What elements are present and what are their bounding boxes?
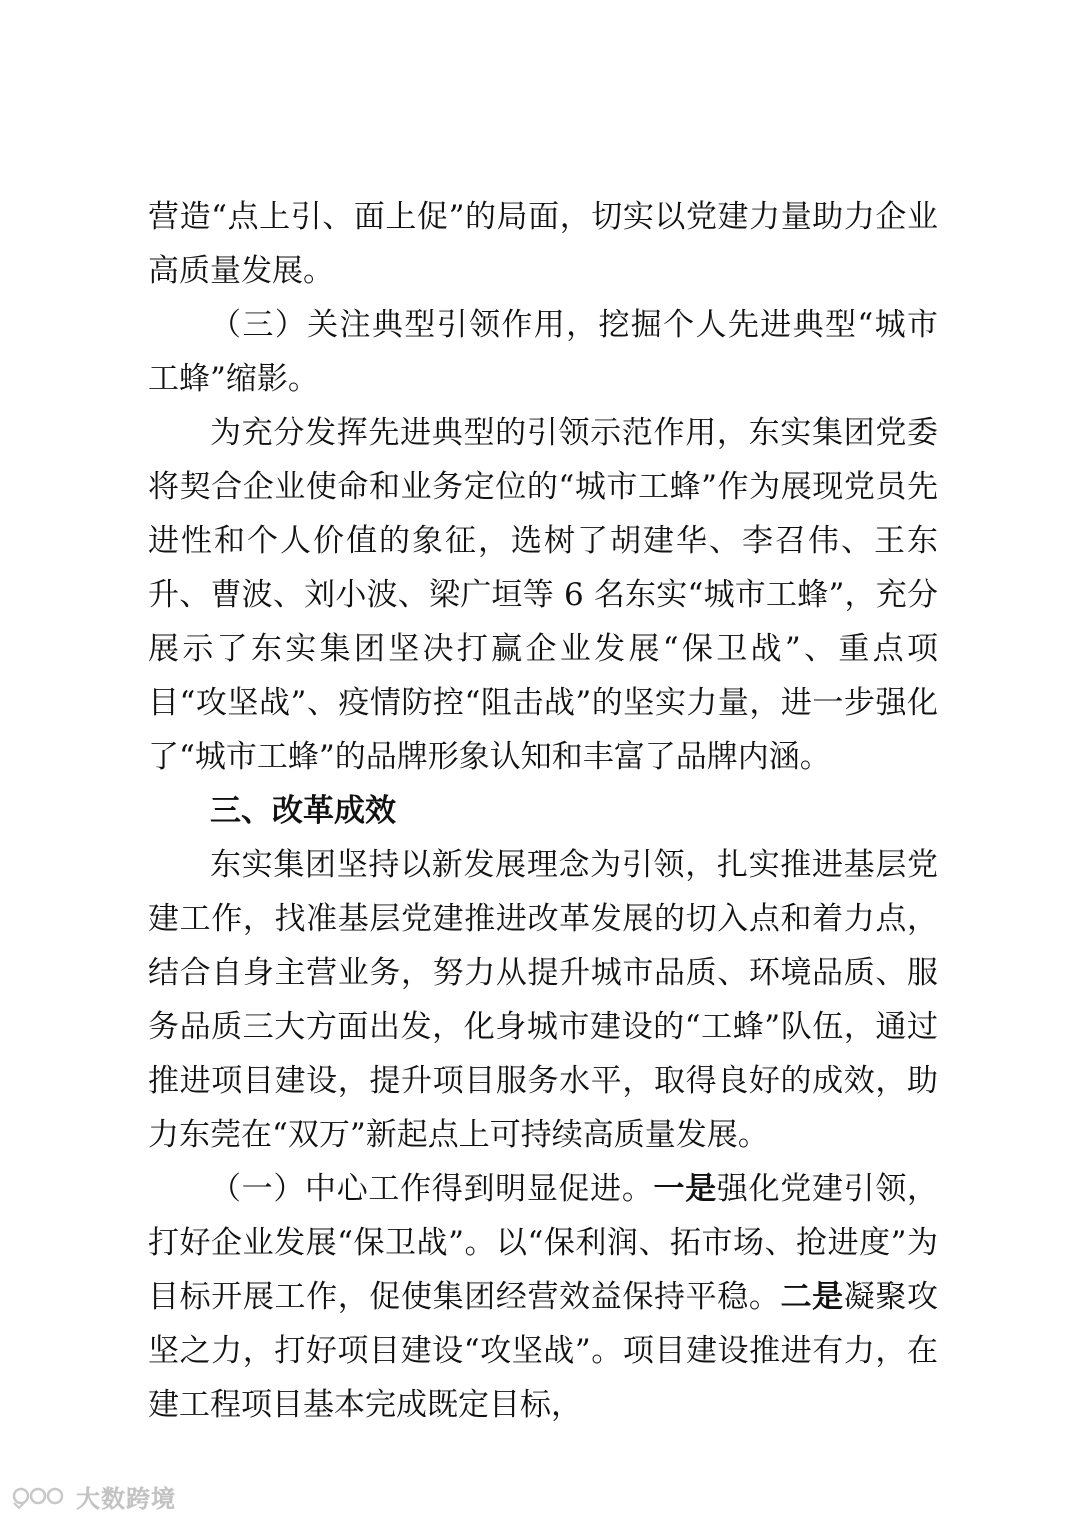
paragraph-central-work-lead: （一）中心工作得到明显促进。	[210, 1171, 654, 1207]
paragraph-reform-summary: 东实集团坚持以新发展理念为引领，扎实推进基层党建工作，找准基层党建推进改革发展的切入点和着力点，结合自身主营业务，努力从提升城市品质、环境品质、服务品质三大方面出发，化身城市建设的“工蜂”队伍，通过推进项目建设，提升项目服务水平，取得良好的成效，助力东莞在“双万”新起点上可持续高质量发展。	[148, 847, 938, 1153]
document-body	[148, 190, 938, 1432]
paragraph-continuation: 营造“点上引、面上促”的局面，切实以党建力量助力企业高质量发展。	[148, 199, 938, 289]
watermark	[10, 1479, 176, 1513]
emphasis-second: 二是	[780, 1279, 844, 1315]
watermark-logo-icon	[10, 1481, 70, 1511]
paragraph-central-work-tail: 凝聚攻坚之力，打好项目建设“攻坚战”。项目建设推进有力，在建工程项目基本完成既定目标，	[148, 1279, 938, 1423]
section-heading-reform-results: 三、改革成效	[210, 793, 396, 829]
subheading-three: （三）关注典型引领作用，挖掘个人先进典型“城市工蜂”缩影。	[148, 307, 938, 397]
paragraph-central-work-mid: 强化党建引领，打好企业发展“保卫战”。以“保利润、拓市场、抢进度”为目标开展工作，促使集团经营效益保持平稳。	[148, 1171, 939, 1315]
paragraph-role-models: 为充分发挥先进典型的引领示范作用，东实集团党委将契合企业使命和业务定位的“城市工蜂”作为展现党员先进性和个人价值的象征，选树了胡建华、李召伟、王东升、曹波、刘小波、梁广垣等 6 名东实“城市工蜂”，充分展示了东实集团坚决打赢企业发展“保卫战”、重点项目“攻坚战”、疫情防控“阻击战”的坚实力量，进一步强化了“城市工蜂”的品牌形象认知和丰富了品牌内涵。	[148, 415, 938, 775]
emphasis-first: 一是	[653, 1171, 717, 1207]
paragraph-central-work	[148, 1162, 938, 1432]
watermark-text: 大数跨境	[76, 1484, 176, 1513]
